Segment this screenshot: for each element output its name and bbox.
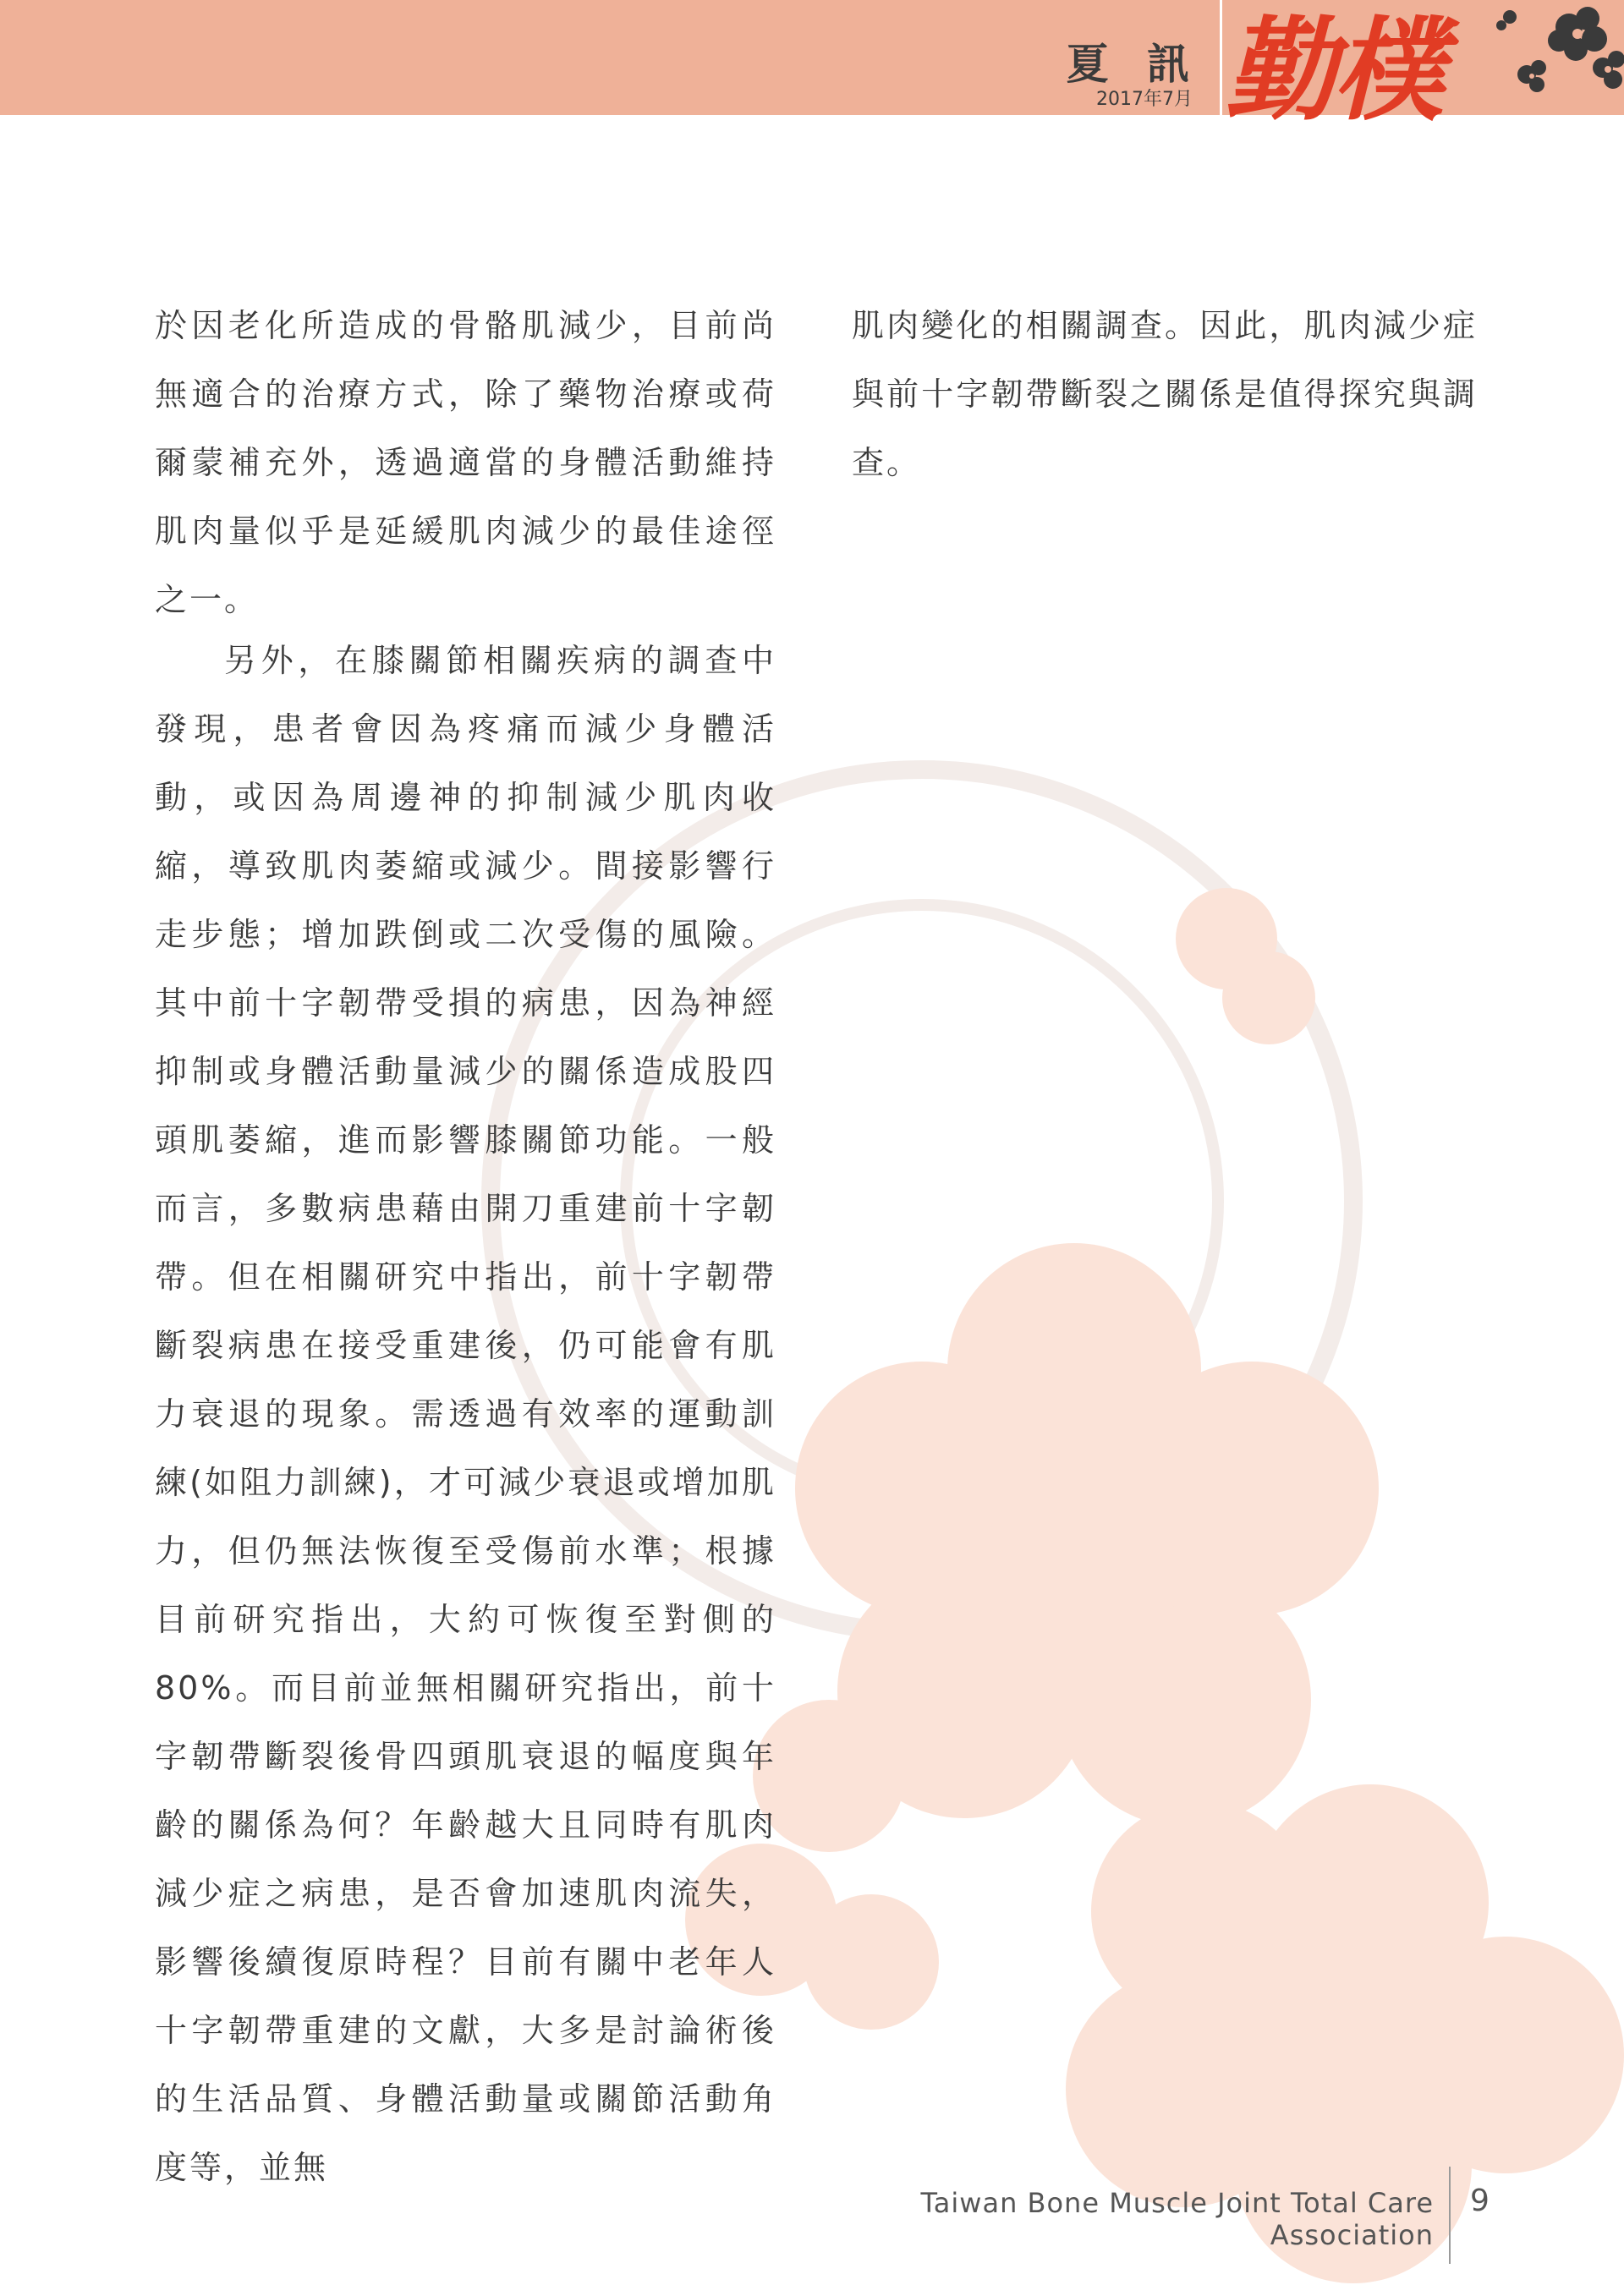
publication-title: 勤樸 (1225, 5, 1441, 136)
page-number: 9 (1470, 2184, 1490, 2218)
issue-date: 2017年7月 (1096, 89, 1193, 110)
issue-season: 夏 訊 (1066, 39, 1201, 89)
footer-organization: Taiwan Bone Muscle Joint Total Care Association (920, 2187, 1434, 2251)
hibiscus-flowers-icon (1476, 0, 1624, 118)
header-divider (1220, 0, 1222, 115)
body-paragraph-right-1: 肌肉變化的相關調查。因此，肌肉減少症與前十字韌帶斷裂之關係是值得探究與調查。 (852, 307, 1478, 481)
body-paragraph-left-2: 另外，在膝關節相關疾病的調查中發現，患者會因為疼痛而減少身體活動，或因為周邊神的抑制減少肌肉收縮，導致肌肉萎縮或減少。間接影響行走步態；增加跌倒或二次受傷的風險。其中前十字韌帶受損的病患，因為神經抑制或身體活動量減少的關係造成股四頭肌萎縮，進而影響膝關節功能。一般而言，多數病患藉由開刀重建前十字韌帶。但在相關研究中指出，前十字韌帶斷裂病患在接受重建後，仍可能會有肌力衰退的現象。需透過有效率的運動訓練(如阻力訓練)，才可減少衰退或增加肌力，但仍無法恢復至受傷前水準；根據目前研究指出，大約可恢復至對側的 80%。而目前並無相關研究指出，前十字韌帶斷裂後骨四頭肌衰退的幅度與年齡的關係為何？年齡越大且同時有肌肉減少症之病患，是否會加速肌肉流失，影響後續復原時程？目前有關中老年人十字韌帶重建的文獻，大多是討論術後的生活品質、身體活動量或關節活動角度等，並無 (155, 642, 776, 2186)
footer-divider (1449, 2167, 1451, 2264)
body-paragraph-left-1: 於因老化所造成的骨骼肌減少，目前尚無適合的治療方式，除了藥物治療或荷爾蒙補充外，透過適當的身體活動維持肌肉量似乎是延緩肌肉減少的最佳途徑之一。 (155, 307, 776, 618)
hibiscus-watermark-icon (685, 888, 1624, 2283)
